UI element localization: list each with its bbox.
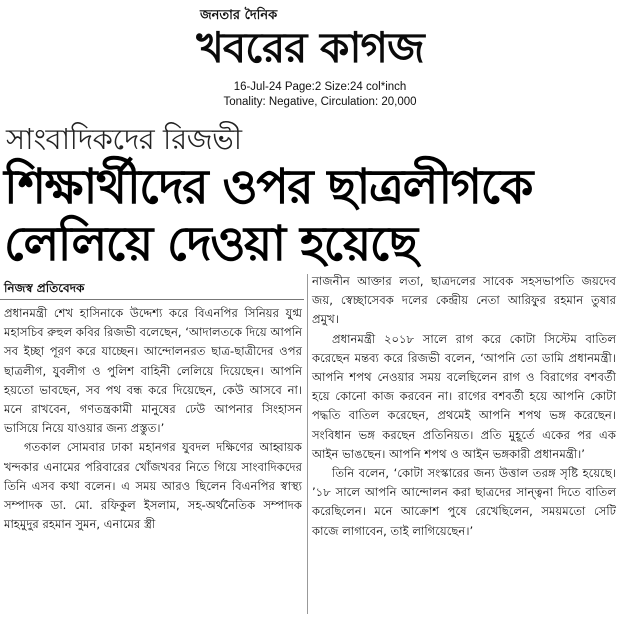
paragraph: তিনি বলেন, ‘কোটা সংস্কারের জন্য উত্তাল তরঙ্গ সৃষ্টি হয়েছে। ’১৮ সালে আপনি আন্দোলন করা ছাত্রদের সান্ত্বনা দিতে বাতিল করেছিলেন। মনে আক্রোশ পুষে রেখেছিলেন, সময়মতো সেটি কাজে লাগাবেন, তাই লাগিয়েছেন।’	[312, 466, 616, 538]
paragraph: নাজনীন আক্তার লতা, ছাত্রদলের সাবেক সহসভাপতি জয়দেব জয়, স্বেচ্ছাসেবক দলের কেন্দ্রীয় নেতা আরিফুর রহমান তুষার প্রমুখ।	[312, 274, 616, 327]
article-column-left	[4, 304, 302, 534]
article-kicker: সাংবাদিকদের রিজভী	[6, 122, 242, 156]
headline-line-2: লেলিয়ে দেওয়া হয়েছে	[4, 216, 417, 272]
masthead-subtitle: জনতার দৈনিক	[200, 8, 278, 23]
column-divider	[307, 274, 308, 614]
paragraph: প্রধানমন্ত্রী শেখ হাসিনাকে উদ্দেশ্য করে বিএনপির সিনিয়র যুগ্ম মহাসচিব রুহুল কবির রিজভী বলেছেন, ‘আদালতকে দিয়ে আপনি সব ইচ্ছা পূরণ করে যাচ্ছেন। আন্দোলনরত ছাত্র-ছাত্রীদের ওপর ছাত্রলীগ, যুবলীগ ও পুলিশ বাহিনী লেলিয়ে দিয়েছেন। আপনি হয়তো ভাবছেন, সব পথ বন্ধ করে দিয়েছেন, কেউ আসবে না। মনে রাখবেন, গণতন্ত্রকামী মানুষের ঢেউ আপনার সিংহাসন ভাসিয়ে নিয়ে যাওয়ার জন্য প্রস্তুত।’	[4, 306, 302, 436]
byline: নিজস্ব প্রতিবেদক	[4, 281, 85, 295]
paragraph: গতকাল সোমবার ঢাকা মহানগর যুবদল দক্ষিণের আহ্বায়ক খন্দকার এনামের পরিবারের খোঁজখবর নিতে গিয়ে সাংবাদিকদের তিনি এসব কথা বলেন। এ সময় আরও ছিলেন বিএনপির স্বাস্থ্য সম্পাদক ডা. মো. রফিকুল ইসলাম, সহ-অর্থনৈতিক সম্পাদক মাহমুদুর রহমান সুমন, এনামের স্ত্রী	[4, 440, 302, 532]
paragraph: প্রধানমন্ত্রী ২০১৮ সালে রাগ করে কোটা সিস্টেম বাতিল করেছেন মন্তব্য করে রিজভী বলেন, ‘আপনি তো ডামি প্রধানমন্ত্রী। আপনি শপথ নেওয়ার সময় বলেছিলেন রাগ ও বিরাগের বশবর্তী হয়ে কোনো কাজ করবেন না। রাগের বশবর্তী হয়ে আপনি কোটা পদ্ধতি বাতিল করেছেন, প্রথমেই আপনি শপথ ভঙ্গ করেছেন। সংবিধান ভঙ্গ করছেন প্রতিনিয়ত। প্রতি মুহূর্তে একের পর এক আইন ভাঙছেন। আপনি শপথ ও আইন ভঙ্গকারী প্রধানমন্ত্রী।’	[312, 331, 616, 461]
clip-meta-tonality-circulation: Tonality: Negative, Circulation: 20,000	[223, 96, 417, 108]
clip-meta-date-page-size: 16-Jul-24 Page:2 Size:24 col*inch	[233, 81, 407, 93]
article-column-right	[312, 272, 616, 541]
newspaper-logo: খবরের কাগজ	[196, 23, 424, 72]
headline-line-1: শিক্ষার্থীদের ওপর ছাত্রলীগকে	[4, 159, 532, 215]
byline-divider	[0, 299, 304, 300]
